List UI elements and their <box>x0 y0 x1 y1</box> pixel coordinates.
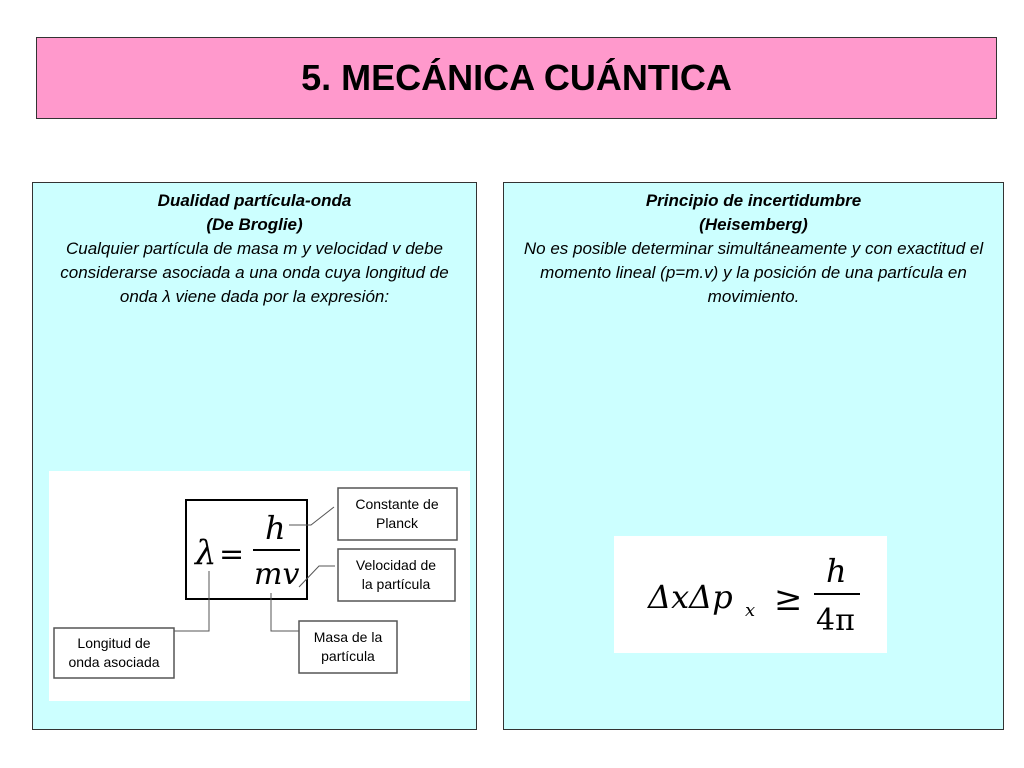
de-broglie-panel <box>32 182 477 730</box>
velocity-label-line1: Velocidad de <box>355 557 437 573</box>
de-broglie-description: Cualquier partícula de masa m y velocidad v debe considerarse asociada a una onda cuya longitud de onda λ viene dada por la expresión: <box>60 239 449 306</box>
slide-title-bar <box>36 37 997 119</box>
wavelength-label-line1: Longitud de <box>77 635 151 651</box>
formula-subscript-x: x <box>745 600 756 621</box>
formula-geq: ≥ <box>774 579 803 619</box>
mass-label-line2: partícula <box>321 648 375 664</box>
planck-label-line1: Constante de <box>355 496 439 512</box>
formula-lambda: λ <box>195 533 217 573</box>
formula-delta-x-delta-p: ΔxΔp <box>648 578 733 616</box>
de-broglie-text <box>33 183 476 309</box>
wavelength-label-line2: onda asociada <box>68 654 160 670</box>
planck-label-line2: Planck <box>375 515 419 531</box>
de-broglie-subheading: (De Broglie) <box>206 215 303 234</box>
formula-denominator: mv <box>254 557 300 592</box>
uncertainty-formula-figure <box>614 536 887 653</box>
heisenberg-subheading: (Heisemberg) <box>699 215 808 234</box>
formula-numerator: h <box>265 509 286 547</box>
slide-title: 5. MECÁNICA CUÁNTICA <box>301 57 732 98</box>
formula-equals: = <box>219 537 245 572</box>
mass-label-line1: Masa de la <box>313 629 383 645</box>
velocity-label-line2: la partícula <box>361 576 431 592</box>
heisenberg-description: No es posible determinar simultáneamente y con exactitud el momento lineal (p=m.v) y la posición de una partícula en movimiento. <box>523 239 984 306</box>
de-broglie-diagram <box>49 471 470 701</box>
formula-h: h <box>826 552 847 590</box>
heisenberg-panel <box>503 182 1004 730</box>
heisenberg-heading: Principio de incertidumbre <box>645 191 862 210</box>
de-broglie-heading: Dualidad partícula-onda <box>157 191 352 210</box>
uncertainty-formula <box>614 536 887 653</box>
formula-4pi: 4π <box>816 603 855 638</box>
heisenberg-text <box>504 183 1003 309</box>
de-broglie-formula-figure <box>49 471 470 701</box>
